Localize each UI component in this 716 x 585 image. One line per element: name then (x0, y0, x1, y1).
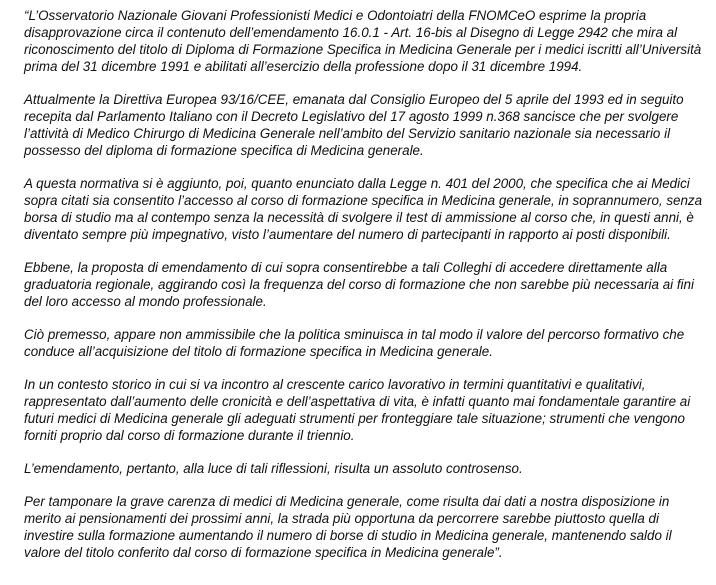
paragraph-3: A questa normativa si è aggiunto, poi, quanto enunciato dalla Legge n. 401 del 2000, che specifica che ai Medici sopra citati sia consentito l’accesso al corso di formazione specifica in Medicina generale, in soprannumero, senza borsa di studio ma al contempo senza la necessità di svolgere il test di ammissione al corso che, in questi anni, è diventato sempre più impegnativo, visto l’aumentare del numero di partecipanti in rapporto ai posti disponibili. (24, 176, 703, 242)
paragraph-6: In un contesto storico in cui si va incontro al crescente carico lavorativo in termini quantitativi e qualitativi, rappresentato dall’aumento delle cronicità e dell’aspettativa di vita, è infatti quanto mai fondamentale garantire ai futuri medici di Medicina generale gli adeguati strumenti per fronteggiare tale situazione; strumenti che vengono forniti proprio dal corso di formazione durante il triennio. (24, 377, 691, 443)
paragraph-4: Ebbene, la proposta di emendamento di cui sopra consentirebbe a tali Colleghi di accedere direttamente alla graduatoria regionale, aggirando così la frequenza del corso di formazione che non sarebbe più necessaria ai fini del loro accesso al mondo professionale. (24, 260, 694, 309)
paragraph-7: L’emendamento, pertanto, alla luce di tali riflessioni, risulta un assoluto controsenso. (24, 461, 523, 476)
paragraph-5: Ciò premesso, appare non ammissibile che la politica sminuisca in tal modo il valore del percorso formativo che conduce all’acquisizione del titolo di formazione specifica in Medicina generale. (24, 327, 685, 359)
paragraph-1: “L’Osservatorio Nazionale Giovani Professionisti Medici e Odontoiatri della FNOMCeO esprime la propria disapprovazione circa il contenuto dell’emendamento 16.0.1 - Art. 16-bis al Disegno di Legge 2942 che mira al riconoscimento del titolo di Diploma di Formazione Specifica in Medicina Generale per i medici iscritti all’Università prima del 31 dicembre 1991 e abilitati all’esercizio della professione dopo il 31 dicembre 1994. (24, 8, 702, 74)
paragraph-2: Attualmente la Direttiva Europea 93/16/CEE, emanata dal Consiglio Europeo del 5 aprile del 1993 ed in seguito recepita dal Parlamento Italiano con il Decreto Legislativo del 17 agosto 1999 n.368 sancisce che per svolgere l’attività di Medico Chirurgo di Medicina Generale nell’ambito del Servizio sanitario nazionale sia necessario il possesso del diploma di formazione specifica di Medicina generale. (24, 92, 684, 158)
paragraph-8: Per tamponare la grave carenza di medici di Medicina generale, come risulta dai dati a nostra disposizione in merito ai pensionamenti dei prossimi anni, la strada più opportuna da percorrere sarebbe piuttosto quella di investire sulla formazione aumentando il numero di borse di studio in Medicina generale, mantenendo saldo il valore del titolo conferito dal corso di formazione specifica in Medicina generale”. (24, 494, 672, 560)
